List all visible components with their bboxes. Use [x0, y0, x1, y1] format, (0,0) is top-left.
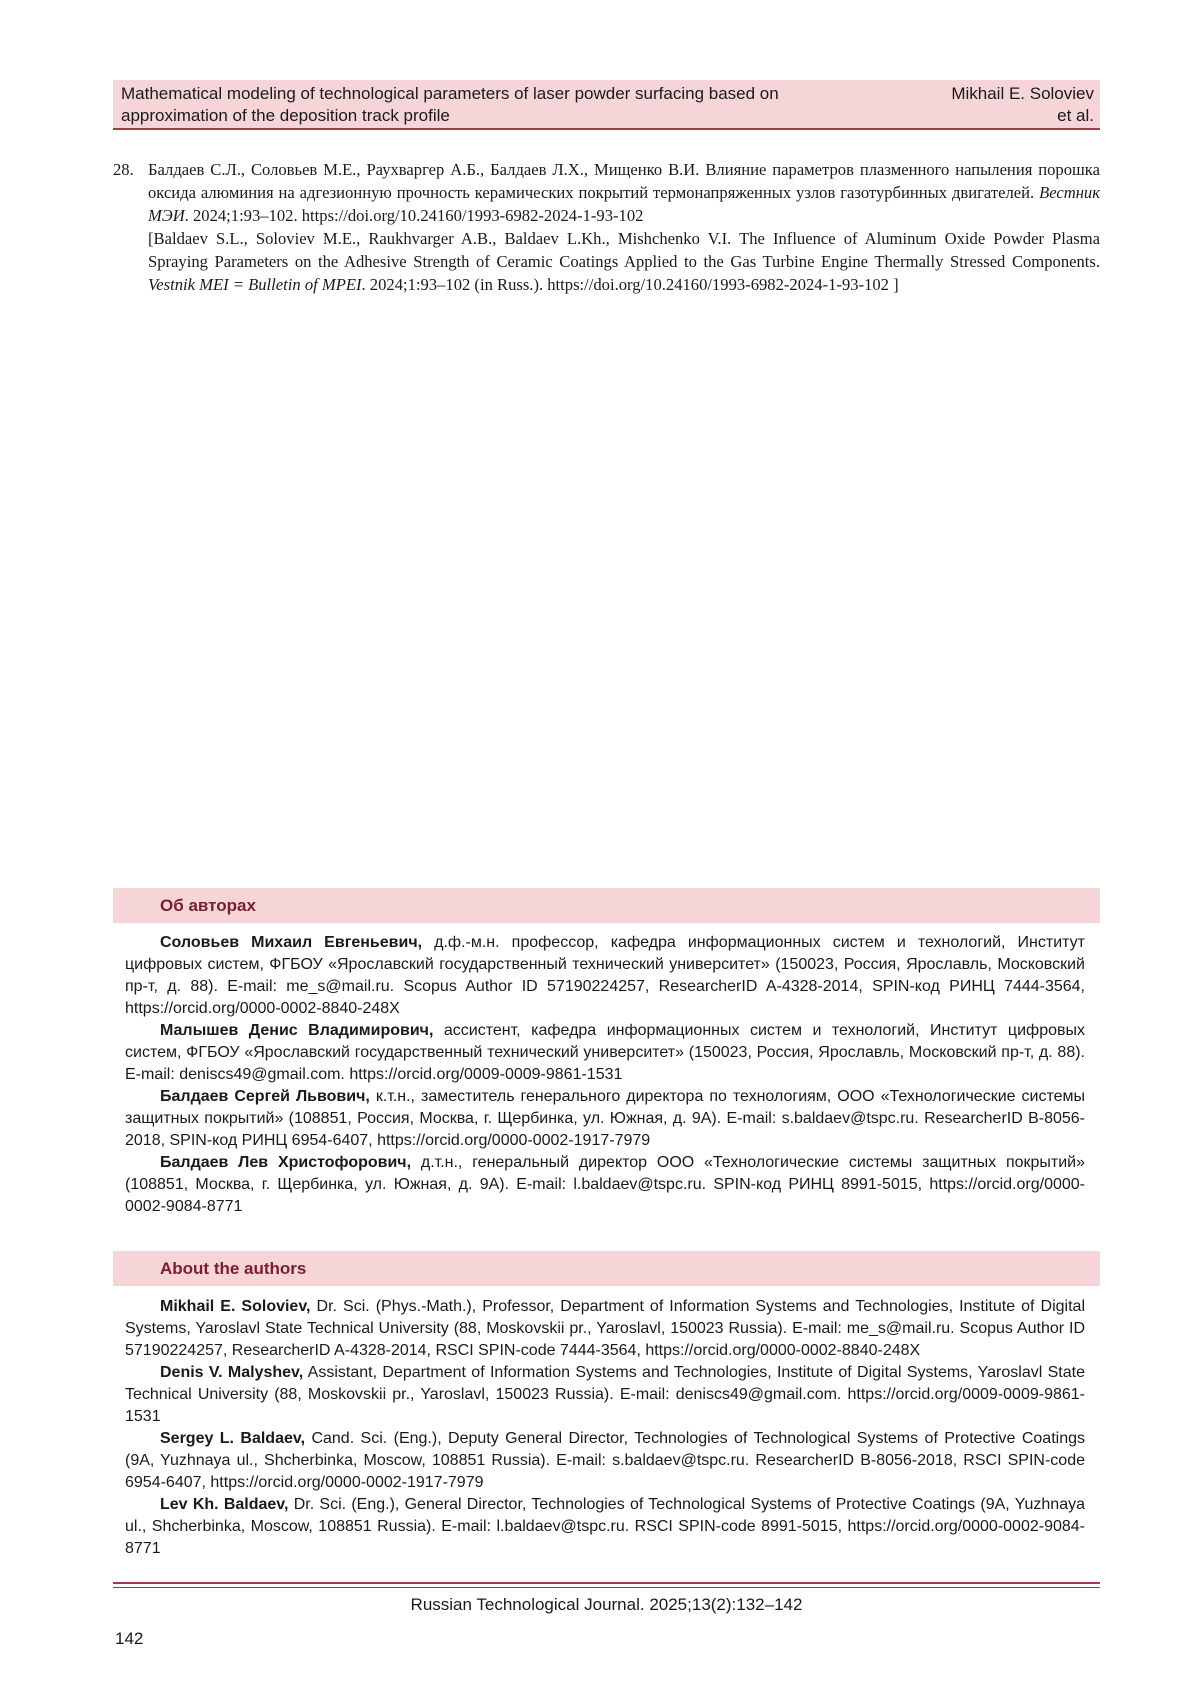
reference-russian	[148, 158, 1100, 227]
author-en-name: Lev Kh. Baldaev,	[160, 1496, 289, 1513]
running-header-authors-line1: Mikhail E. Soloviev	[951, 84, 1094, 103]
author-ru-name: Соловьев Михаил Евгеньевич,	[160, 934, 423, 951]
running-header-authors-line2: et al.	[1057, 106, 1094, 125]
footer-divider	[113, 1582, 1100, 1584]
author-ru-details: ассистент, кафедра информационных систем и технологий, Институт цифровых систем, ФГБОУ «Ярославский государственный технический университет» (150023, Россия, Ярославль, Московский пр-т, д. 88). E-mail: deniscs49@gmail.com. https://orcid.org/0009-0009-9861-1531	[125, 1022, 1085, 1083]
reference-ru-journal: Вестник МЭИ	[148, 183, 1100, 225]
reference-en-journal: Vestnik MEI = Bulletin of MPEI	[148, 275, 362, 294]
running-header	[113, 80, 1100, 130]
author-en-item	[125, 1296, 1085, 1362]
running-header-title: Mathematical modeling of technological parameters of laser powder surfacing based on approximation of the deposition track profile	[121, 84, 779, 125]
reference-en-tail: . 2024;1:93–102 (in Russ.). https://doi.org/10.24160/1993-6982-2024-1-93-102 ]	[361, 275, 899, 294]
reference-en-head: [Baldaev S.L., Soloviev M.E., Raukhvarger A.B., Baldaev L.Kh., Mishchenko V.I. The Influence of Aluminum Oxide Powder Plasma Spraying Parameters on the Adhesive Strength of Ceramic Coatings Applied to the Gas Turbine Engine Thermally Stressed Components.	[148, 229, 1100, 271]
author-en-details: Dr. Sci. (Phys.-Math.), Professor, Department of Information Systems and Technologies, Institute of Digital Systems, Yaroslavl State Technical University (88, Moskovskii pr., Yaroslavl, 150023 Russia). E-mail: me_s@mail.ru. Scopus Author ID 57190224257, ResearcherID A-4328-2014, RSCI SPIN-code 7444-3564, https://orcid.org/0000-0002-8840-248X	[125, 1298, 1085, 1359]
authors-ru	[125, 932, 1085, 1218]
reference-28	[113, 158, 1100, 296]
author-en-item	[125, 1494, 1085, 1560]
reference-ru-tail: . 2024;1:93–102. https://doi.org/10.24160/1993-6982-2024-1-93-102	[184, 206, 644, 225]
reference-ru-authors: Балдаев С.Л., Соловьев М.Е., Раухваргер А.Б., Балдаев Л.Х., Мищенко В.И.	[148, 160, 700, 179]
author-en-details: Assistant, Department of Information Systems and Technologies, Institute of Digital Systems, Yaroslavl State Technical University (88, Moskovskii pr., Yaroslavl, 150023 Russia). E-mail: deniscs49@gmail.com. https://orcid.org/0009-0009-9861-1531	[125, 1364, 1085, 1425]
reference-number: 28.	[113, 160, 134, 179]
authors-en	[125, 1296, 1085, 1560]
author-ru-name: Малышев Денис Владимирович,	[160, 1022, 434, 1039]
author-ru-details: д.т.н., генеральный директор ООО «Технологические системы защитных покрытий» (108851, Москва, г. Щербинка, ул. Южная, д. 9А). E-mail: l.baldaev@tspc.ru. SPIN-код РИНЦ 8991-5015, https://orcid.org/0000-0002-9084-8771	[125, 1154, 1086, 1215]
author-ru-details: д.ф.-м.н. профессор, кафедра информационных систем и технологий, Институт цифровых систем, ФГБОУ «Ярославский государственный технический университет» (150023, Россия, Ярославль, Московский пр-т, д. 88). E-mail: me_s@mail.ru. Scopus Author ID 57190224257, ResearcherID A-4328-2014, SPIN-код РИНЦ 7444-3564, https://orcid.org/0000-0002-8840-248X	[125, 934, 1085, 1017]
author-en-details: Dr. Sci. (Eng.), General Director, Technologies of Technological Systems of Protective Coatings (9A, Yuzhnaya ul., Shcherbinka, Moscow, 108851 Russia). E-mail: l.baldaev@tspc.ru. RSCI SPIN-code 8991-5015, https://orcid.org/0000-0002-9084-8771	[125, 1496, 1085, 1557]
section-heading-about-en: About the authors	[113, 1251, 1100, 1286]
author-ru-name: Балдаев Лев Христофорович,	[160, 1154, 412, 1171]
author-ru-item	[125, 1086, 1085, 1152]
author-en-item	[125, 1362, 1085, 1428]
footer-divider-thin	[113, 1587, 1100, 1588]
author-en-details: Cand. Sci. (Eng.), Deputy General Director, Technologies of Technological Systems of Protective Coatings (9A, Yuzhnaya ul., Shcherbinka, Moscow, 108851 Russia). E-mail: s.baldaev@tspc.ru. ResearcherID B-8056-2018, RSCI SPIN-code 6954-6407, https://orcid.org/0000-0002-1917-7979	[125, 1430, 1085, 1491]
page-number: 142	[115, 1629, 144, 1648]
author-ru-name: Балдаев Сергей Львович,	[160, 1088, 370, 1105]
author-en-name: Mikhail E. Soloviev,	[160, 1298, 311, 1315]
reference-ru-title: Влияние параметров плазменного напыления порошка оксида алюминия на адгезионную прочность керамических покрытий термонапряженных узлов газотурбинных двигателей.	[148, 160, 1100, 202]
running-header-authors	[894, 83, 1094, 127]
author-en-item	[125, 1428, 1085, 1494]
author-ru-item	[125, 1152, 1085, 1218]
reference-english	[148, 227, 1100, 296]
author-ru-details: к.т.н., заместитель генерального директора по технологиям, ООО «Технологические системы защитных покрытий» (108851, Россия, Москва, г. Щербинка, ул. Южная, д. 9А). E-mail: s.baldaev@tspc.ru. ResearcherID B-8056-2018, SPIN-код РИНЦ 6954-6407, https://orcid.org/0000-0002-1917-7979	[125, 1088, 1086, 1149]
footer-journal-citation: Russian Technological Journal. 2025;13(2):132–142	[410, 1595, 803, 1614]
section-heading-about-ru: Об авторах	[113, 888, 1100, 923]
author-ru-item	[125, 932, 1085, 1020]
reference-body	[148, 158, 1100, 296]
author-en-name: Denis V. Malyshev,	[160, 1364, 304, 1381]
author-ru-item	[125, 1020, 1085, 1086]
author-en-name: Sergey L. Baldaev,	[160, 1430, 306, 1447]
